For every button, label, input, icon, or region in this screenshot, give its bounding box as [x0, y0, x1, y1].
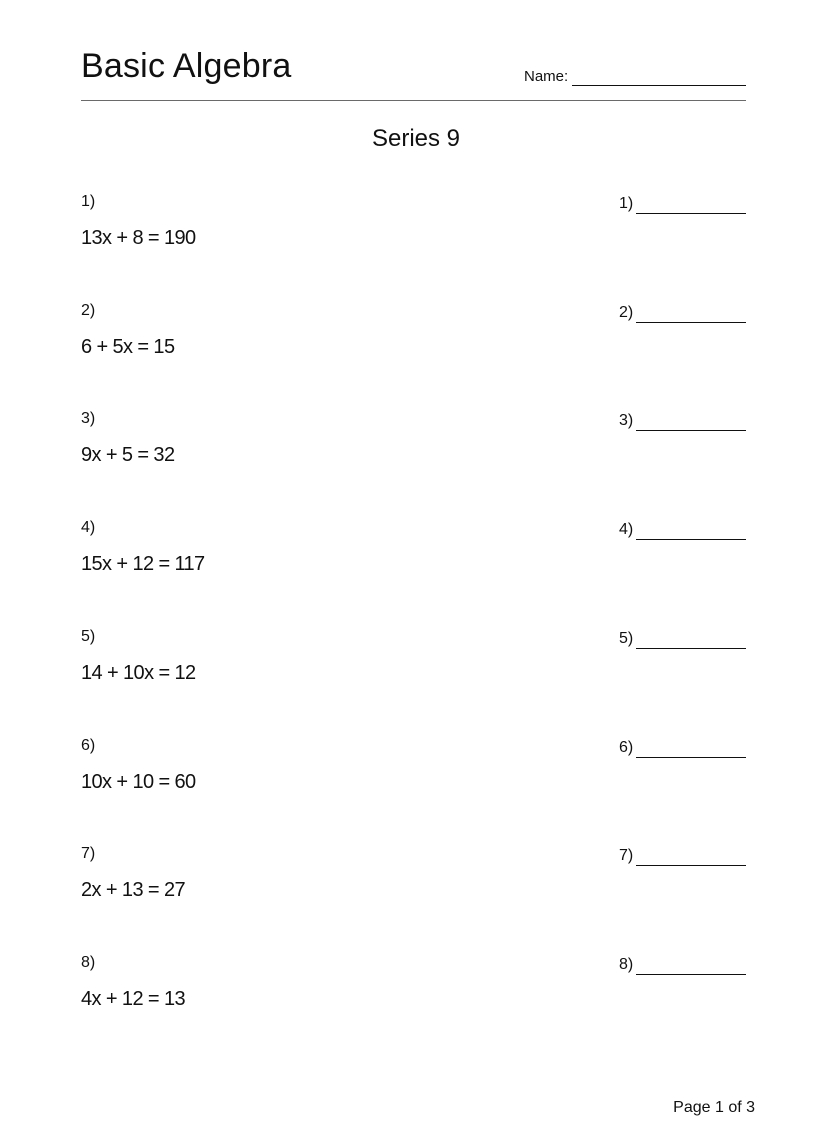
answer-line: [636, 310, 746, 323]
worksheet-title: Basic Algebra: [81, 47, 292, 85]
answer-blank: [619, 192, 746, 214]
problem-equation: 4x + 12 = 13: [81, 988, 186, 1010]
problem-equation: 10x + 10 = 60: [81, 771, 196, 793]
problem-number: 2): [81, 302, 96, 319]
answer-blank: [619, 518, 746, 540]
problem-number: 7): [81, 845, 96, 862]
answer-blank: [619, 301, 746, 323]
answer-line: [636, 853, 746, 866]
answer-blank: [619, 953, 746, 975]
problem-equation: 9x + 5 = 32: [81, 444, 175, 466]
problem-number: 1): [81, 193, 96, 210]
problem-item: [0, 844, 832, 944]
answer-line: [636, 418, 746, 431]
series-title: Series 9: [371, 125, 461, 152]
answer-number: 6): [619, 739, 634, 756]
header-divider: [81, 100, 746, 101]
problem-equation: 14 + 10x = 12: [81, 662, 196, 684]
answer-blank: [619, 409, 746, 431]
answer-line: [636, 527, 746, 540]
problem-item: [0, 192, 832, 292]
answer-line: [636, 962, 746, 975]
problem-equation: 13x + 8 = 190: [81, 227, 196, 249]
answer-blank: [619, 736, 746, 758]
answer-number: 7): [619, 847, 634, 864]
problem-item: [0, 627, 832, 727]
problem-number: 8): [81, 954, 96, 971]
answer-number: 2): [619, 304, 634, 321]
problem-equation: 6 + 5x = 15: [81, 336, 175, 358]
answer-blank: [619, 627, 746, 649]
problem-equation: 2x + 13 = 27: [81, 879, 186, 901]
answer-number: 1): [619, 195, 634, 212]
problem-number: 5): [81, 628, 96, 645]
answer-line: [636, 201, 746, 214]
problem-number: 4): [81, 519, 96, 536]
problem-item: [0, 736, 832, 836]
problem-equation: 15x + 12 = 117: [81, 553, 205, 575]
answer-number: 4): [619, 521, 634, 538]
answer-number: 8): [619, 956, 634, 973]
answer-number: 5): [619, 630, 634, 647]
problem-item: [0, 301, 832, 401]
name-blank-line: [572, 69, 746, 86]
name-label: Name:: [524, 68, 569, 85]
problem-item: [0, 953, 832, 1053]
problem-number: 6): [81, 737, 96, 754]
page-number: Page 1 of 3: [673, 1099, 755, 1116]
answer-blank: [619, 844, 746, 866]
problem-item: [0, 409, 832, 509]
problem-number: 3): [81, 410, 96, 427]
answer-number: 3): [619, 412, 634, 429]
answer-line: [636, 636, 746, 649]
problem-item: [0, 518, 832, 618]
answer-line: [636, 745, 746, 758]
name-field: [524, 64, 746, 86]
